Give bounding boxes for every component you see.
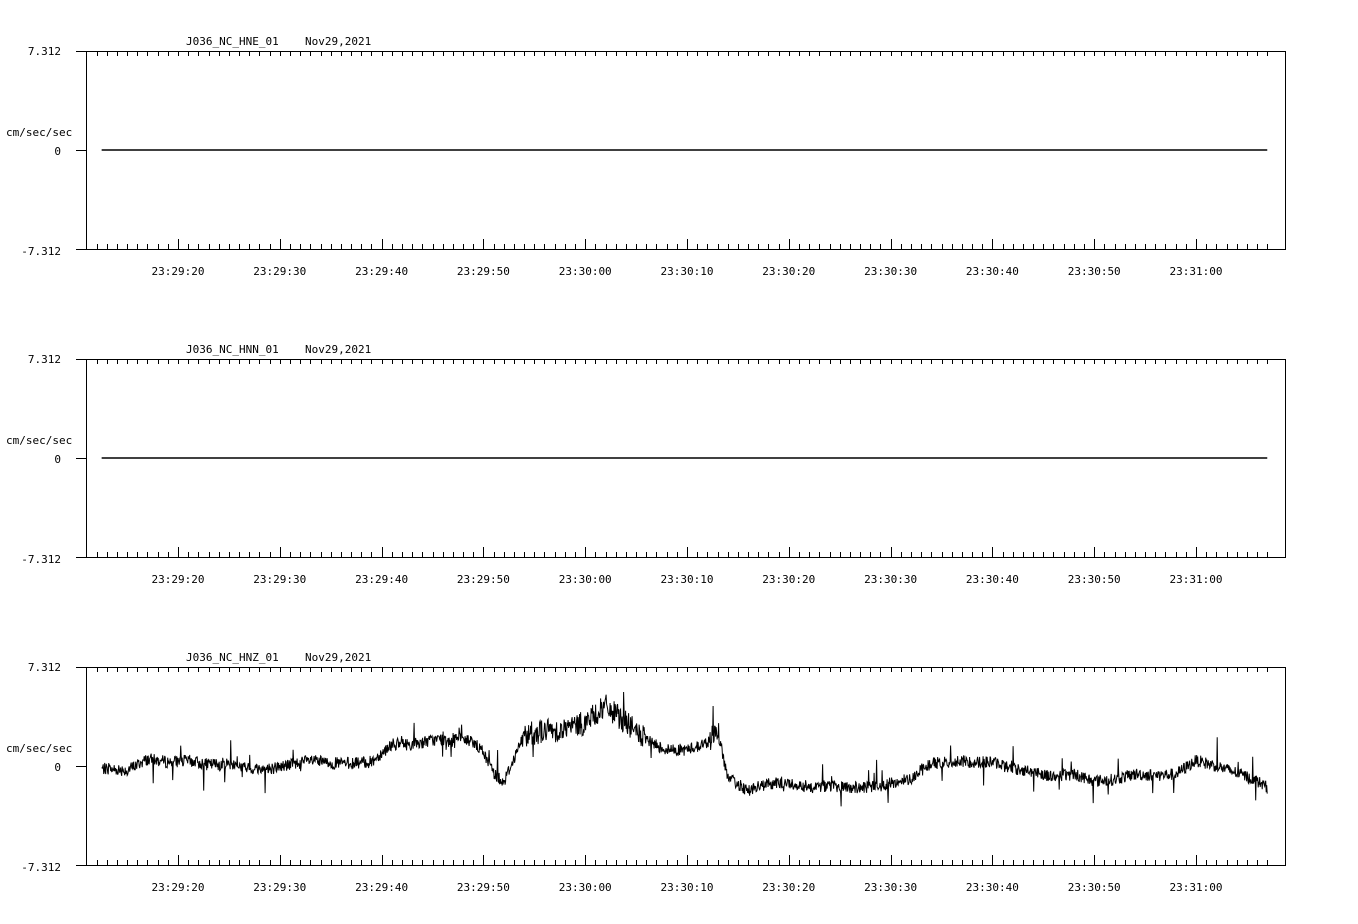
x-tick-label: 23:30:30 <box>864 265 918 278</box>
y-tick-label-min: -7.312 <box>21 861 61 874</box>
x-tick-label: 23:30:20 <box>762 573 816 586</box>
x-tick-label: 23:29:50 <box>456 573 510 586</box>
x-tick-label: 23:31:00 <box>1169 881 1223 894</box>
x-tick-labels <box>152 881 1223 894</box>
x-tick-label: 23:29:50 <box>456 881 510 894</box>
y-tick-label-max: 7.312 <box>27 661 61 674</box>
panel-title-station: J036_NC_HNE_01 <box>186 35 279 48</box>
x-tick-label: 23:29:20 <box>151 881 205 894</box>
x-tick-label: 23:30:00 <box>558 265 612 278</box>
x-tick-label: 23:29:40 <box>355 573 409 586</box>
panel-title-station: J036_NC_HNZ_01 <box>186 651 279 664</box>
x-tick-labels <box>152 265 1223 278</box>
x-tick-label: 23:29:30 <box>253 881 307 894</box>
plot-frame <box>87 668 1286 866</box>
x-tick-label: 23:30:50 <box>1067 573 1121 586</box>
y-axis-label: cm/sec/sec <box>6 126 73 139</box>
x-tick-label: 23:31:00 <box>1169 573 1223 586</box>
y-axis-label: cm/sec/sec <box>6 434 73 447</box>
y-tick-label-max: 7.312 <box>27 353 61 366</box>
x-tick-label: 23:29:40 <box>355 265 409 278</box>
y-tick-label-min: -7.312 <box>21 245 61 258</box>
x-tick-label: 23:30:10 <box>660 265 714 278</box>
y-tick-label-min: -7.312 <box>21 553 61 566</box>
x-tick-label: 23:29:20 <box>151 265 205 278</box>
panel-title-station: J036_NC_HNN_01 <box>186 343 279 356</box>
x-tick-label: 23:30:00 <box>558 573 612 586</box>
x-tick-label: 23:30:20 <box>762 881 816 894</box>
y-tick-label-zero: 0 <box>54 453 61 466</box>
y-tick-label-zero: 0 <box>54 145 61 158</box>
x-tick-label: 23:30:20 <box>762 265 816 278</box>
x-tick-label: 23:30:50 <box>1067 881 1121 894</box>
panel-title-date: Nov29,2021 <box>305 651 372 664</box>
x-tick-labels <box>152 573 1223 586</box>
x-tick-label: 23:30:00 <box>558 881 612 894</box>
y-tick-label-zero: 0 <box>54 761 61 774</box>
y-tick-label-max: 7.312 <box>27 45 61 58</box>
x-tick-label: 23:30:40 <box>965 265 1019 278</box>
x-tick-label: 23:30:40 <box>965 573 1019 586</box>
panel-hne <box>6 35 1286 278</box>
x-tick-label: 23:30:30 <box>864 881 918 894</box>
x-tick-label: 23:30:10 <box>660 573 714 586</box>
x-tick-label: 23:30:50 <box>1067 265 1121 278</box>
x-tick-label: 23:29:20 <box>151 573 205 586</box>
x-tick-label: 23:29:40 <box>355 881 409 894</box>
x-tick-label: 23:29:50 <box>456 265 510 278</box>
panel-hnz <box>6 651 1286 894</box>
panel-title-date: Nov29,2021 <box>305 343 372 356</box>
x-tick-label: 23:29:30 <box>253 573 307 586</box>
y-axis-label: cm/sec/sec <box>6 742 73 755</box>
panel-title-date: Nov29,2021 <box>305 35 372 48</box>
x-tick-label: 23:31:00 <box>1169 265 1223 278</box>
signal-trace-hnz <box>102 692 1268 806</box>
y-ticks <box>76 52 87 250</box>
x-tick-label: 23:30:30 <box>864 573 918 586</box>
x-tick-label: 23:30:40 <box>965 881 1019 894</box>
y-ticks <box>76 668 87 866</box>
y-ticks <box>76 360 87 558</box>
x-tick-label: 23:29:30 <box>253 265 307 278</box>
panel-hnn <box>6 343 1286 586</box>
x-tick-label: 23:30:10 <box>660 881 714 894</box>
